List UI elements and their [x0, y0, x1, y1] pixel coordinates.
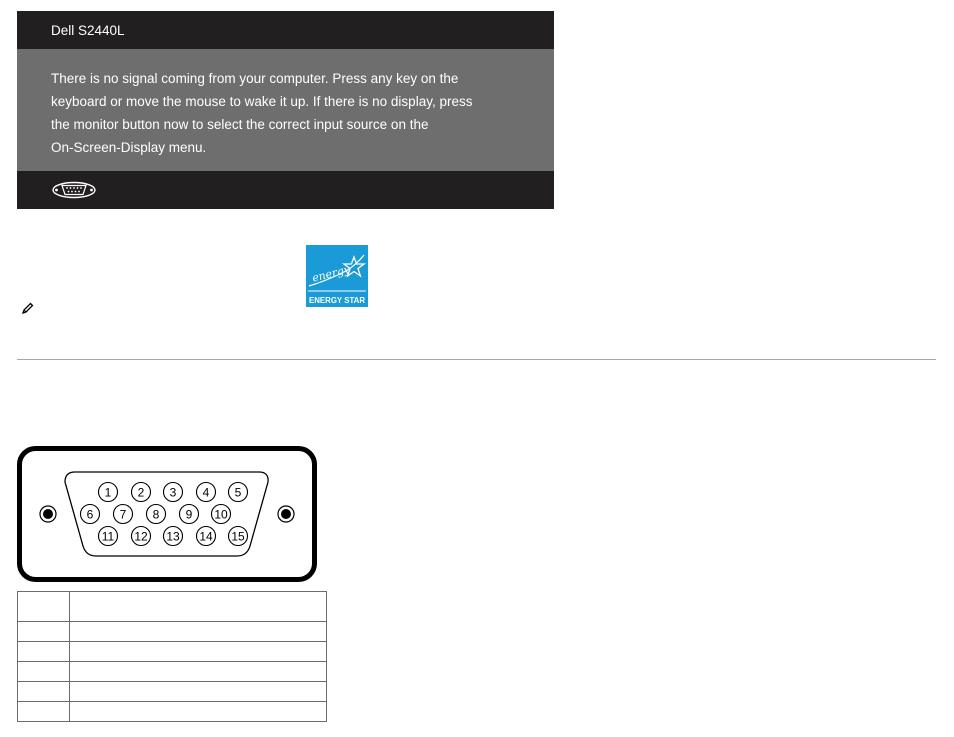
osd-message-line: keyboard or move the mouse to wake it up. If there is no display, press [51, 94, 473, 109]
osd-no-signal-dialog [17, 11, 554, 209]
pencil-note-icon [22, 302, 34, 314]
pin-assignment-table [17, 591, 327, 722]
table-header-row [18, 592, 327, 622]
pin-number: 2 [137, 485, 145, 500]
energy-star-label: ENERGY STAR [309, 296, 366, 305]
table-cell [18, 682, 70, 702]
table-cell [18, 702, 70, 722]
pin-number: 6 [86, 507, 94, 522]
table-cell [18, 662, 70, 682]
pin-number: 15 [231, 529, 245, 544]
pin-number: 12 [134, 529, 148, 544]
table-header-cell [70, 592, 327, 622]
pin-number: 9 [185, 507, 193, 522]
pin-number: 4 [202, 485, 210, 500]
table-row [18, 682, 327, 702]
dsub-connector-diagram [17, 446, 317, 582]
osd-title: Dell S2440L [51, 23, 125, 38]
table-row [18, 642, 327, 662]
table-cell [18, 622, 70, 642]
section-divider [17, 359, 936, 360]
table-cell [70, 682, 327, 702]
table-row [18, 702, 327, 722]
osd-message-line: On-Screen-Display menu. [51, 140, 207, 155]
table-cell [70, 642, 327, 662]
table-cell [70, 662, 327, 682]
pin-number: 3 [169, 485, 177, 500]
pin-number: 1 [104, 485, 112, 500]
pin-number: 8 [152, 507, 160, 522]
energy-star-logo [306, 245, 368, 307]
table-row [18, 662, 327, 682]
osd-message-line: the monitor button now to select the correct input source on the [51, 117, 429, 132]
pin-number: 11 [101, 529, 115, 544]
pin-number: 14 [199, 529, 213, 544]
pin-number: 10 [214, 507, 228, 522]
energy-star-script: energy [310, 262, 352, 285]
table-row [18, 622, 327, 642]
osd-message [17, 49, 554, 171]
table-cell [70, 702, 327, 722]
vga-input-icon [51, 181, 97, 199]
pin-number: 5 [234, 485, 242, 500]
pin-number: 7 [119, 507, 127, 522]
pin-number: 13 [166, 529, 180, 544]
table-cell [18, 642, 70, 662]
osd-message-line: There is no signal coming from your computer. Press any key on the [51, 71, 459, 86]
osd-footer [17, 171, 554, 209]
table-cell [70, 622, 327, 642]
table-header-cell [18, 592, 70, 622]
osd-header [17, 11, 554, 49]
